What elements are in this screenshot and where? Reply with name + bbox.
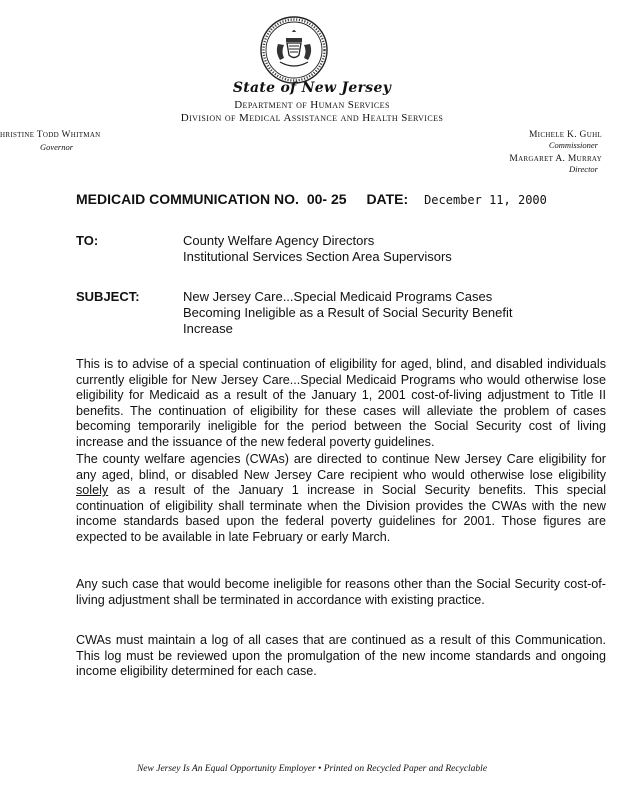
state-seal-icon bbox=[256, 14, 332, 86]
commissioner-name: Michele K. Guhl bbox=[528, 130, 602, 140]
communication-number: 00- 25 bbox=[306, 191, 347, 207]
state-title: State of New Jersey bbox=[232, 80, 392, 96]
to-recipients bbox=[183, 233, 452, 265]
commissioner-title: Commissioner bbox=[548, 140, 598, 150]
governor-name: hristine Todd Whitman bbox=[0, 130, 101, 140]
body-paragraph-4: CWAs must maintain a log of all cases that are continued as a result of this Communication. This log must be reviewed upon the promulgation of the new income standards and ongoing income eligibility determined for each case. bbox=[76, 633, 606, 679]
body-paragraph-1: This is to advise of a special continuation of eligibility for aged, blind, and disabled individuals currently eligible for New Jersey Care...Special Medicaid Programs who would otherwise lose eligibility for Medicaid as a result of the January 1, 2001 cost-of-living adjustment to Title II benefits. The continuation of eligibility for these cases will alleviate the problem of cases becoming temporarily ineligible for the period between the Social Security cost of living increase and the issuance of the new federal poverty guidelines. bbox=[76, 357, 606, 449]
communication-header bbox=[76, 191, 547, 207]
to-line-2: Institutional Services Section Area Supervisors bbox=[183, 249, 452, 264]
to-line-1: County Welfare Agency Directors bbox=[183, 233, 375, 248]
officials-block bbox=[509, 130, 602, 178]
date-value: December 11, 2000 bbox=[424, 193, 547, 207]
subject-label: SUBJECT: bbox=[76, 289, 140, 304]
to-label: TO: bbox=[76, 233, 99, 248]
p2-text-after: as a result of the January 1 increase in Social Security benefits. This special continuation of eligibility shall terminate when the Division provides the CWAs with the new income standards based upon the federal poverty guidelines for 2001. Those figures are expected to be available in late February or early March. bbox=[76, 483, 606, 544]
director-title: Director bbox=[569, 164, 598, 174]
state-seal bbox=[256, 14, 332, 86]
director-name: Margaret A. Murray bbox=[509, 154, 602, 164]
department-name: Department of Human Services bbox=[234, 99, 390, 111]
p2-underlined-word: solely bbox=[76, 483, 109, 498]
footer-text: New Jersey Is An Equal Opportunity Employer • Printed on Recycled Paper and Recyclable bbox=[136, 764, 488, 774]
governor-title: Governor bbox=[40, 142, 74, 152]
division-name: Division of Medical Assistance and Health Services bbox=[180, 112, 444, 124]
date-label: DATE: bbox=[366, 191, 409, 207]
communication-label: MEDICAID COMMUNICATION NO. bbox=[76, 191, 299, 207]
body-paragraph-2 bbox=[76, 452, 606, 546]
subject-text: New Jersey Care...Special Medicaid Programs Cases Becoming Ineligible as a Result of Social Security Benefit Increase bbox=[183, 289, 513, 336]
p2-text-before: The county welfare agencies (CWAs) are directed to continue New Jersey Care eligibility for any aged, blind, or disabled New Jersey Care recipient who would otherwise lose eligibility bbox=[76, 452, 606, 482]
body-paragraph-3: Any such case that would become ineligible for reasons other than the Social Security cost-of-living adjustment shall be terminated in accordance with existing practice. bbox=[76, 577, 606, 607]
